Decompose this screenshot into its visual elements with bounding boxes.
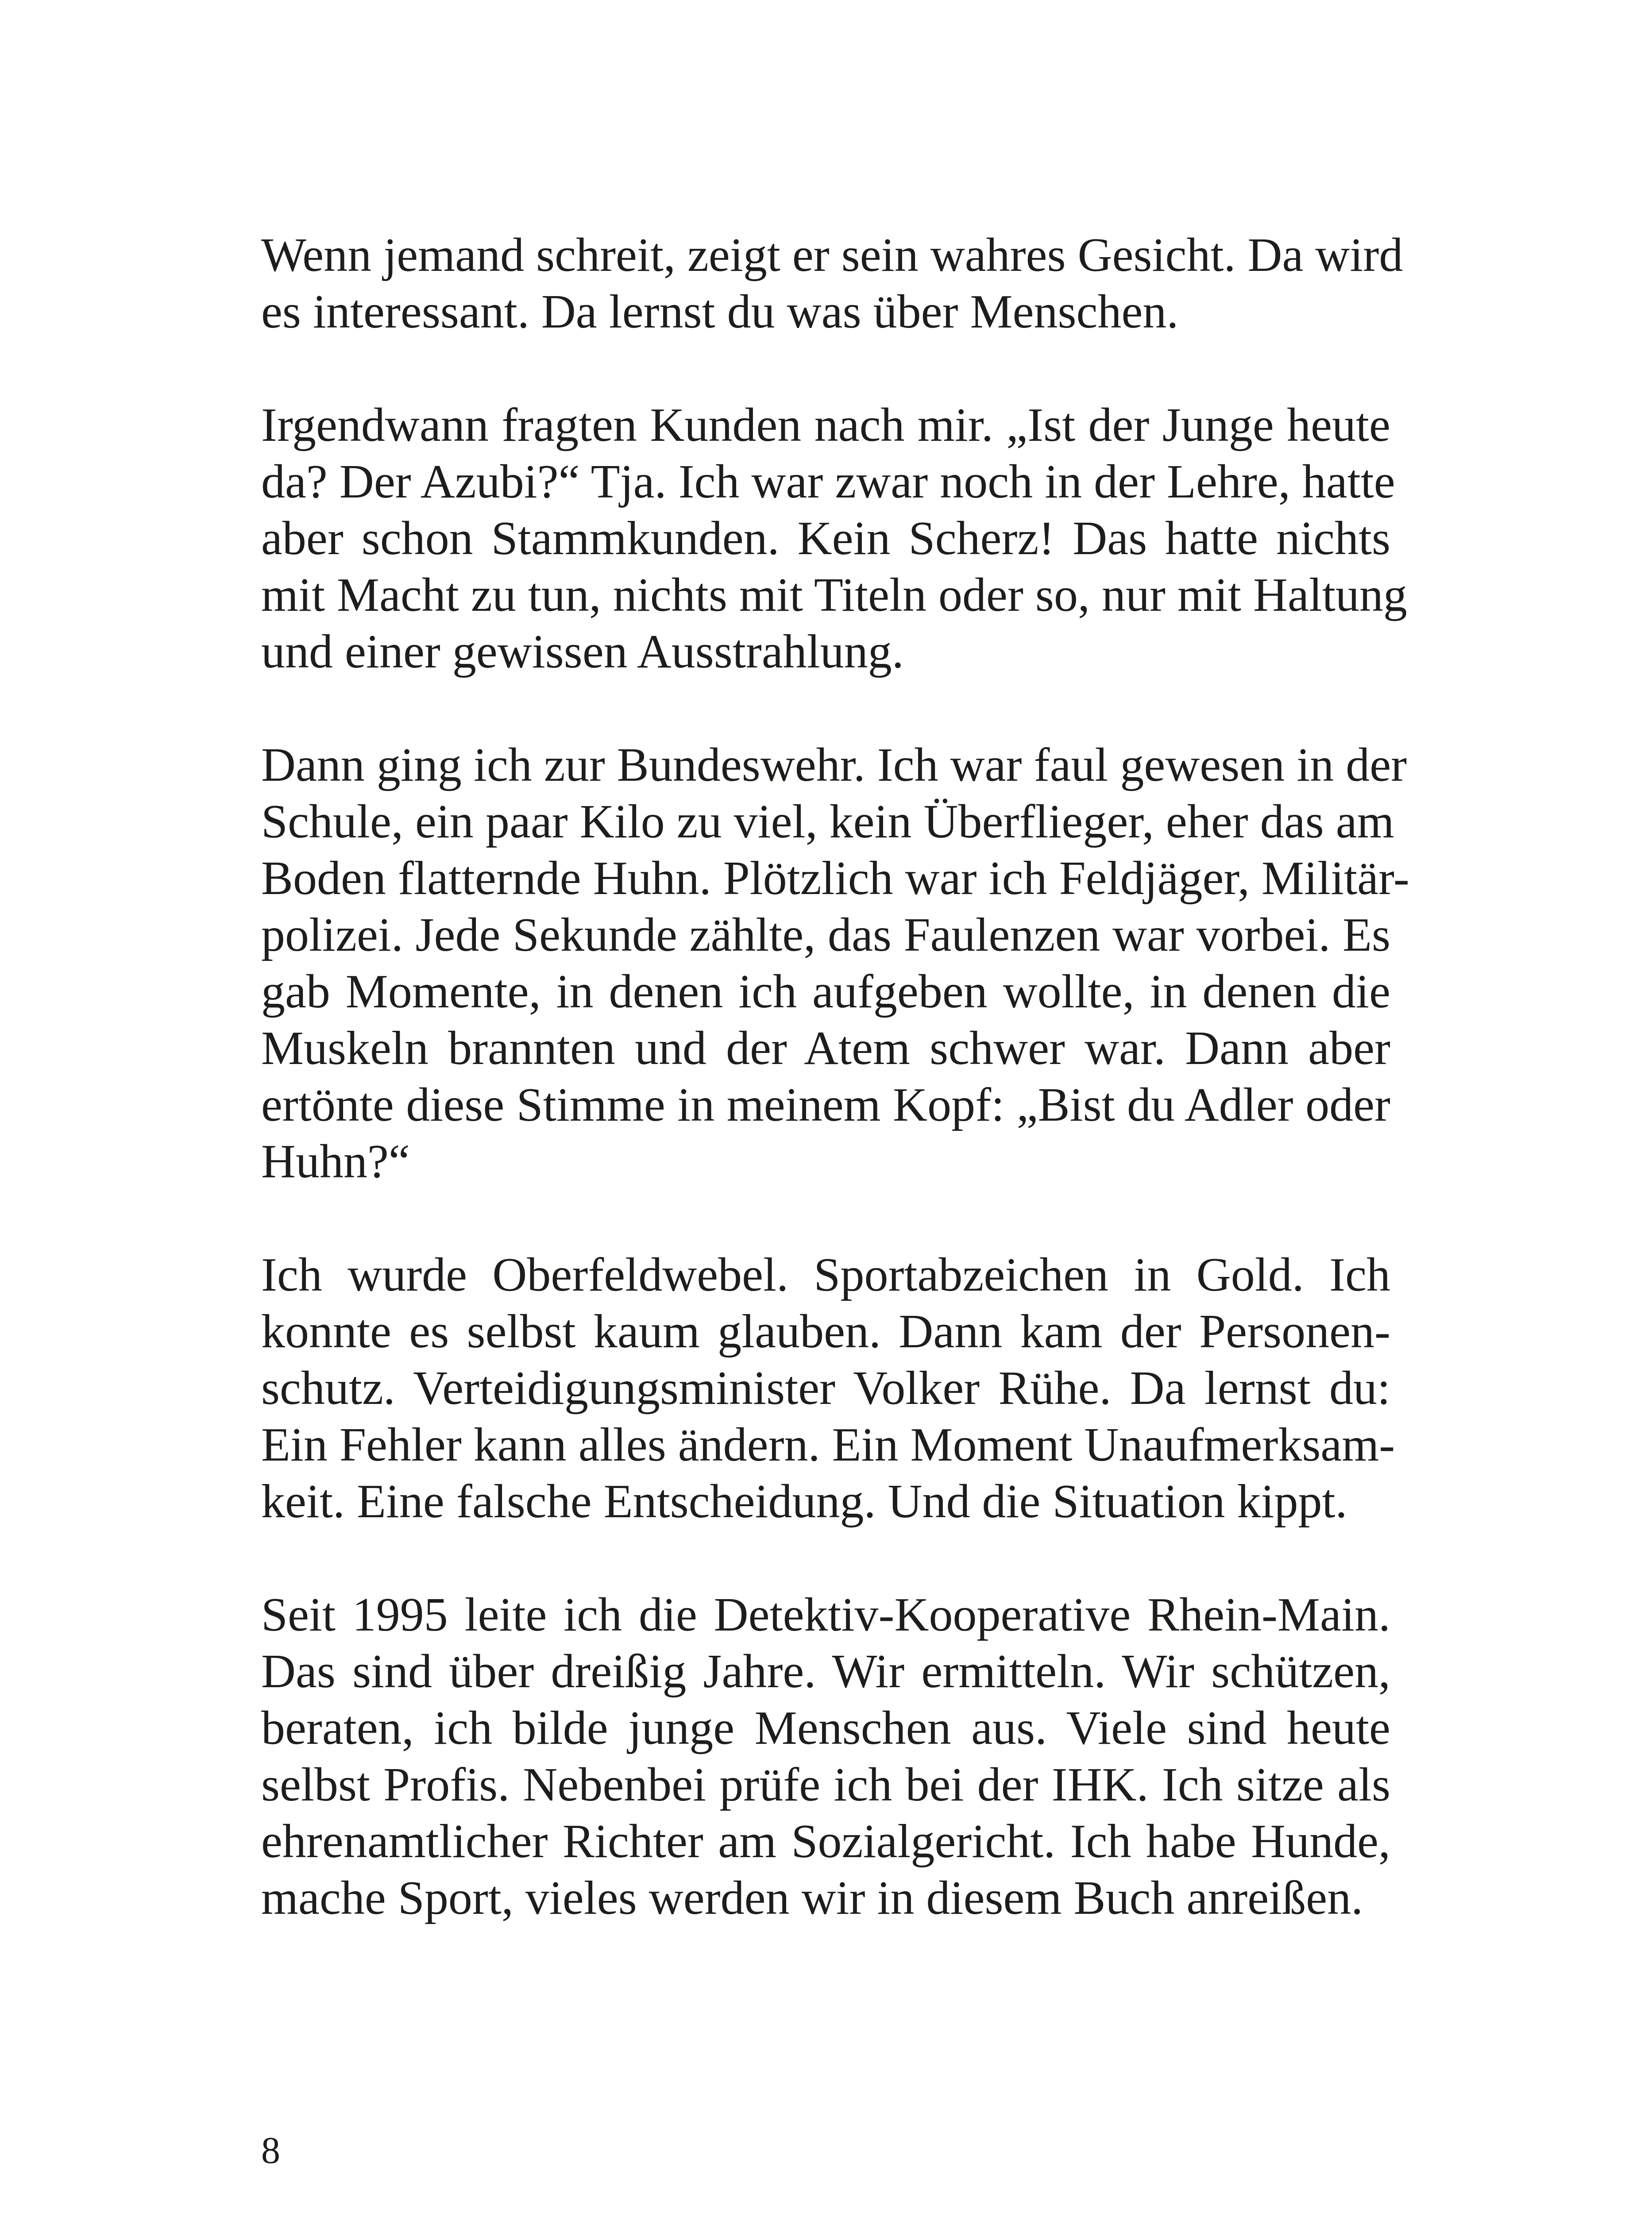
text-line: Schule, ein paar Kilo zu viel, kein Überflieger, eher das am (261, 795, 1394, 848)
paragraph-2 (261, 397, 1407, 680)
text-line: Irgendwann fragten Kunden nach mir. „Ist der Junge heute (261, 399, 1390, 451)
text-line: aber schon Stammkunden. Kein Scherz! Das hatte nichts (261, 512, 1390, 565)
text-line: Seit 1995 leite ich die Detektiv-Kooperative Rhein-Main. (261, 1588, 1390, 1641)
text-line: schutz. Verteidigungsminister Volker Rühe. Da lernst du: (261, 1362, 1390, 1415)
text-line: beraten, ich bilde junge Menschen aus. Viele sind heute (261, 1702, 1390, 1754)
body-text (261, 227, 1409, 1927)
paragraph-1 (261, 227, 1403, 340)
text-line: mit Macht zu tun, nichts mit Titeln oder so, nur mit Haltung (261, 569, 1407, 621)
text-line: da? Der Azubi?“ Tja. Ich war zwar noch in der Lehre, hatte (261, 455, 1395, 508)
text-line: Wenn jemand schreit, zeigt er sein wahres Gesicht. Da wird (261, 229, 1403, 281)
text-line: konnte es selbst kaum glauben. Dann kam der Personen- (261, 1305, 1390, 1358)
text-line: keit. Eine falsche Entscheidung. Und die Situation kippt. (261, 1475, 1347, 1528)
page-number: 8 (261, 2129, 280, 2171)
text-line: und einer gewissen Ausstrahlung. (261, 625, 904, 678)
text-line: ertönte diese Stimme in meinem Kopf: „Bist du Adler oder (261, 1079, 1390, 1131)
text-line: Boden flatternde Huhn. Plötzlich war ich Feldjäger, Militär- (261, 852, 1409, 905)
text-line: Muskeln brannten und der Atem schwer war. Dann aber (261, 1022, 1390, 1075)
text-line: selbst Profis. Nebenbei prüfe ich bei der IHK. Ich sitze als (261, 1758, 1390, 1811)
text-line: gab Momente, in denen ich aufgeben wollte, in denen die (261, 965, 1390, 1018)
text-line: Ein Fehler kann alles ändern. Ein Moment Unaufmerksam- (261, 1419, 1395, 1471)
text-line: Ich wurde Oberfeldwebel. Sportabzeichen in Gold. Ich (261, 1249, 1390, 1301)
text-line: es interessant. Da lernst du was über Menschen. (261, 285, 1179, 338)
paragraph-3 (261, 737, 1409, 1190)
text-line: ehrenamtlicher Richter am Sozialgericht. Ich habe Hunde, (261, 1815, 1390, 1868)
text-line: mache Sport, vieles werden wir in diesem Buch anreißen. (261, 1872, 1363, 1924)
text-line: polizei. Jede Sekunde zählte, das Faulenzen war vorbei. Es (261, 909, 1390, 961)
text-line: Huhn?“ (261, 1135, 410, 1188)
paragraph-4 (261, 1247, 1395, 1530)
text-line: Dann ging ich zur Bundeswehr. Ich war faul gewesen in der (261, 739, 1407, 791)
paragraph-5 (261, 1587, 1390, 1927)
text-line: Das sind über dreißig Jahre. Wir ermitteln. Wir schützen, (261, 1645, 1390, 1698)
